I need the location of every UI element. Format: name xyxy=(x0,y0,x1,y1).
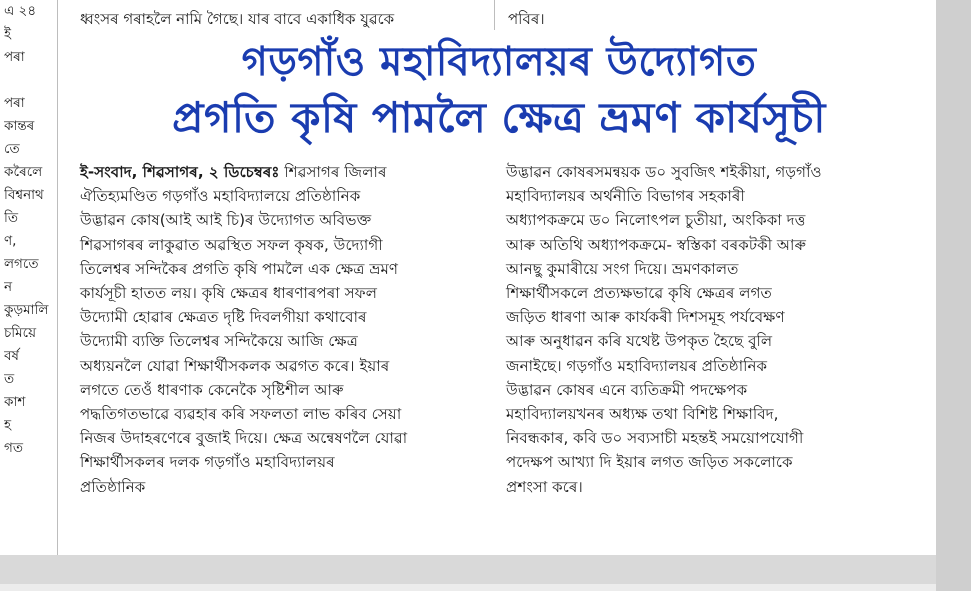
article-text-line: অধ্যাপকক্ৰমে ড০ নিলোৎপল চুতীয়া, অংকিকা দত্ত xyxy=(506,211,806,230)
article-text-line: অধ্যয়নলৈ যোৱা শিক্ষাৰ্থীসকলক অৱগত কৰে। ইয়াৰ xyxy=(80,356,390,375)
article-text-line: আনছু কুমাৰীয়ে সংগ দিয়ে। ভ্ৰমণকালত xyxy=(506,259,739,278)
left-column-fragment xyxy=(4,0,56,460)
article-text-line: শিক্ষাৰ্থীসকলে প্ৰত্যক্ষভাৱে কৃষি ক্ষেত্ৰৰ লগত xyxy=(506,284,772,303)
article-text-line: তিলেশ্বৰ সন্দিকৈৰ প্ৰগতি কৃষি পামলৈ এক ক্ষেত্ৰ ভ্ৰমণ xyxy=(80,259,399,278)
previous-article-tail-middle: ধ্বংসৰ গৰাহলৈ নামি গৈছে। যাৰ বাবে একাধিক যুৱকে xyxy=(80,10,395,28)
left-frag-line: পৰা xyxy=(4,49,25,65)
left-frag-line: বৰ্ষ xyxy=(4,348,19,364)
article-text-line: লগতে তেওঁ ধাৰণাক কেনেকৈ সৃষ্টিশীল আৰু xyxy=(80,380,344,399)
headline-line-1: গড়গাঁও মহাবিদ্যালয়ৰ উদ্যোগত xyxy=(241,39,757,85)
article-text-line: উদ্ভাৱন কোষ(আই আই চি)ৰ উদ্যোগত অবিভক্ত xyxy=(80,211,372,230)
article-text-line: মহাবিদ্যালয়ৰ অৰ্থনীতি বিভাগৰ সহকাৰী xyxy=(506,187,745,206)
article-headline xyxy=(62,35,936,147)
left-frag-line: পৰা xyxy=(4,95,25,111)
left-frag-line: বিশ্বনাথ xyxy=(4,187,44,203)
left-frag-line: চমিয়ে xyxy=(4,325,37,341)
article-text-line: আৰু অতিথি অধ্যাপকক্ৰমে- স্বস্তিকা বৰকটকী আৰু xyxy=(506,235,807,254)
left-frag-line: ণ, xyxy=(4,233,17,249)
article-text-line: শিৱসাগৰৰ লাকুৱাত অৱস্থিত সফল কৃষক, উদ্যোগী xyxy=(80,235,383,254)
headline-line-2: প্ৰগতি কৃষি পামলৈ ক্ষেত্ৰ ভ্ৰমণ কাৰ্যসূচী xyxy=(172,93,826,142)
article-text-line: শিৱসাগৰ জিলাৰ xyxy=(284,163,387,181)
page-edge-right xyxy=(936,0,971,591)
left-frag-line: ই xyxy=(4,26,12,42)
article-text-line: উদ্যোমী ব্যক্তি তিলেশ্বৰ সন্দিকৈয়ে আজি ক্ষেত্ৰ xyxy=(80,332,358,351)
article-text-line: পদেক্ষপ আখ্যা দি ইয়াৰ লগত জড়িত সকলোকে xyxy=(506,453,793,472)
article-text-line: উদ্ভাৱন কোষৰসমন্বয়ক ড০ সুবজিৎ শইকীয়া, গড়গাঁও xyxy=(506,163,822,181)
left-frag-line: তি xyxy=(4,210,18,226)
article-text-line: উদ্যোমী হোৱাৰ ক্ষেত্ৰত দৃষ্টি দিবলগীয়া কথাবোৰ xyxy=(80,308,367,327)
article-text-line: আৰু অনুধাৱন কৰি যথেষ্ট উপকৃত হৈছে বুলি xyxy=(506,332,773,351)
left-frag-line xyxy=(4,69,56,92)
article-text-line: পদ্ধতিগতভাৱে ব্যৱহাৰ কৰি সফলতা লাভ কৰিব সেয়া xyxy=(80,405,402,424)
left-frag-line: কাশ xyxy=(4,394,26,410)
column-divider-left xyxy=(57,0,58,555)
previous-article-tail-right: পবিৰ। xyxy=(508,10,545,28)
left-frag-line: ত xyxy=(4,371,15,387)
left-frag-line: কৰৈলে xyxy=(4,164,43,180)
article-text-line: উদ্ভাৱন কোষৰ এনে ব্যতিক্ৰমী পদক্ষেপক xyxy=(506,380,748,399)
column-divider-top xyxy=(494,0,495,30)
left-frag-line: এ ২৪ xyxy=(4,3,37,19)
left-frag-line: কুড়মালি xyxy=(4,302,49,318)
left-frag-line: তে xyxy=(4,141,20,157)
left-frag-line: ন xyxy=(4,279,13,295)
next-page-edge xyxy=(0,584,936,591)
left-frag-line: হ xyxy=(4,417,12,433)
article-text-line: মহাবিদ্যালয়খনৰ অধ্যক্ষ তথা বিশিষ্ট শিক্ষাবিদ, xyxy=(506,405,779,424)
left-frag-line: গত xyxy=(4,440,23,456)
article-text-line: নিবন্ধকাৰ, কবি ড০ সব্যসাচী মহন্তই সময়োপযোগী xyxy=(506,429,804,448)
article-text-line: কাৰ্যসূচী হাতত লয়। কৃষি ক্ষেত্ৰৰ ধাৰণাৰপৰা সফল xyxy=(80,284,378,303)
article-text-line: নিজৰ উদাহৰণেৰে বুজাই দিয়ে। ক্ষেত্ৰ অন্বেষণলৈ যোৱা xyxy=(80,429,408,448)
left-frag-line: লগতে xyxy=(4,256,39,272)
article-dateline: ই-সংবাদ, শিৱসাগৰ, ২ ডিচেম্বৰঃ xyxy=(80,163,280,181)
article-text-line: জড়িত ধাৰণা আৰু কাৰ্যকৰী দিশসমূহ পৰ্যবেক্ষণ xyxy=(506,308,785,327)
article-text-line: প্ৰশংসা কৰে। xyxy=(506,477,583,496)
article-column-2 xyxy=(506,160,926,499)
article-column-1 xyxy=(80,160,490,499)
left-frag-line: কান্তৰ xyxy=(4,118,35,134)
article-text-line: জনাইছে। গড়গাঁও মহাবিদ্যালয়ৰ প্ৰতিষ্ঠানিক xyxy=(506,356,768,375)
article-text-line: শিক্ষাৰ্থীসকলৰ দলক গড়গাঁও মহাবিদ্যালয়ৰ xyxy=(80,453,335,472)
article-text-line: ঐতিহ্যমণ্ডিত গড়গাঁও মহাবিদ্যালয়ে প্ৰতিষ্ঠানিক xyxy=(80,187,361,206)
article-text-line: প্ৰতিষ্ঠানিক xyxy=(80,477,146,496)
